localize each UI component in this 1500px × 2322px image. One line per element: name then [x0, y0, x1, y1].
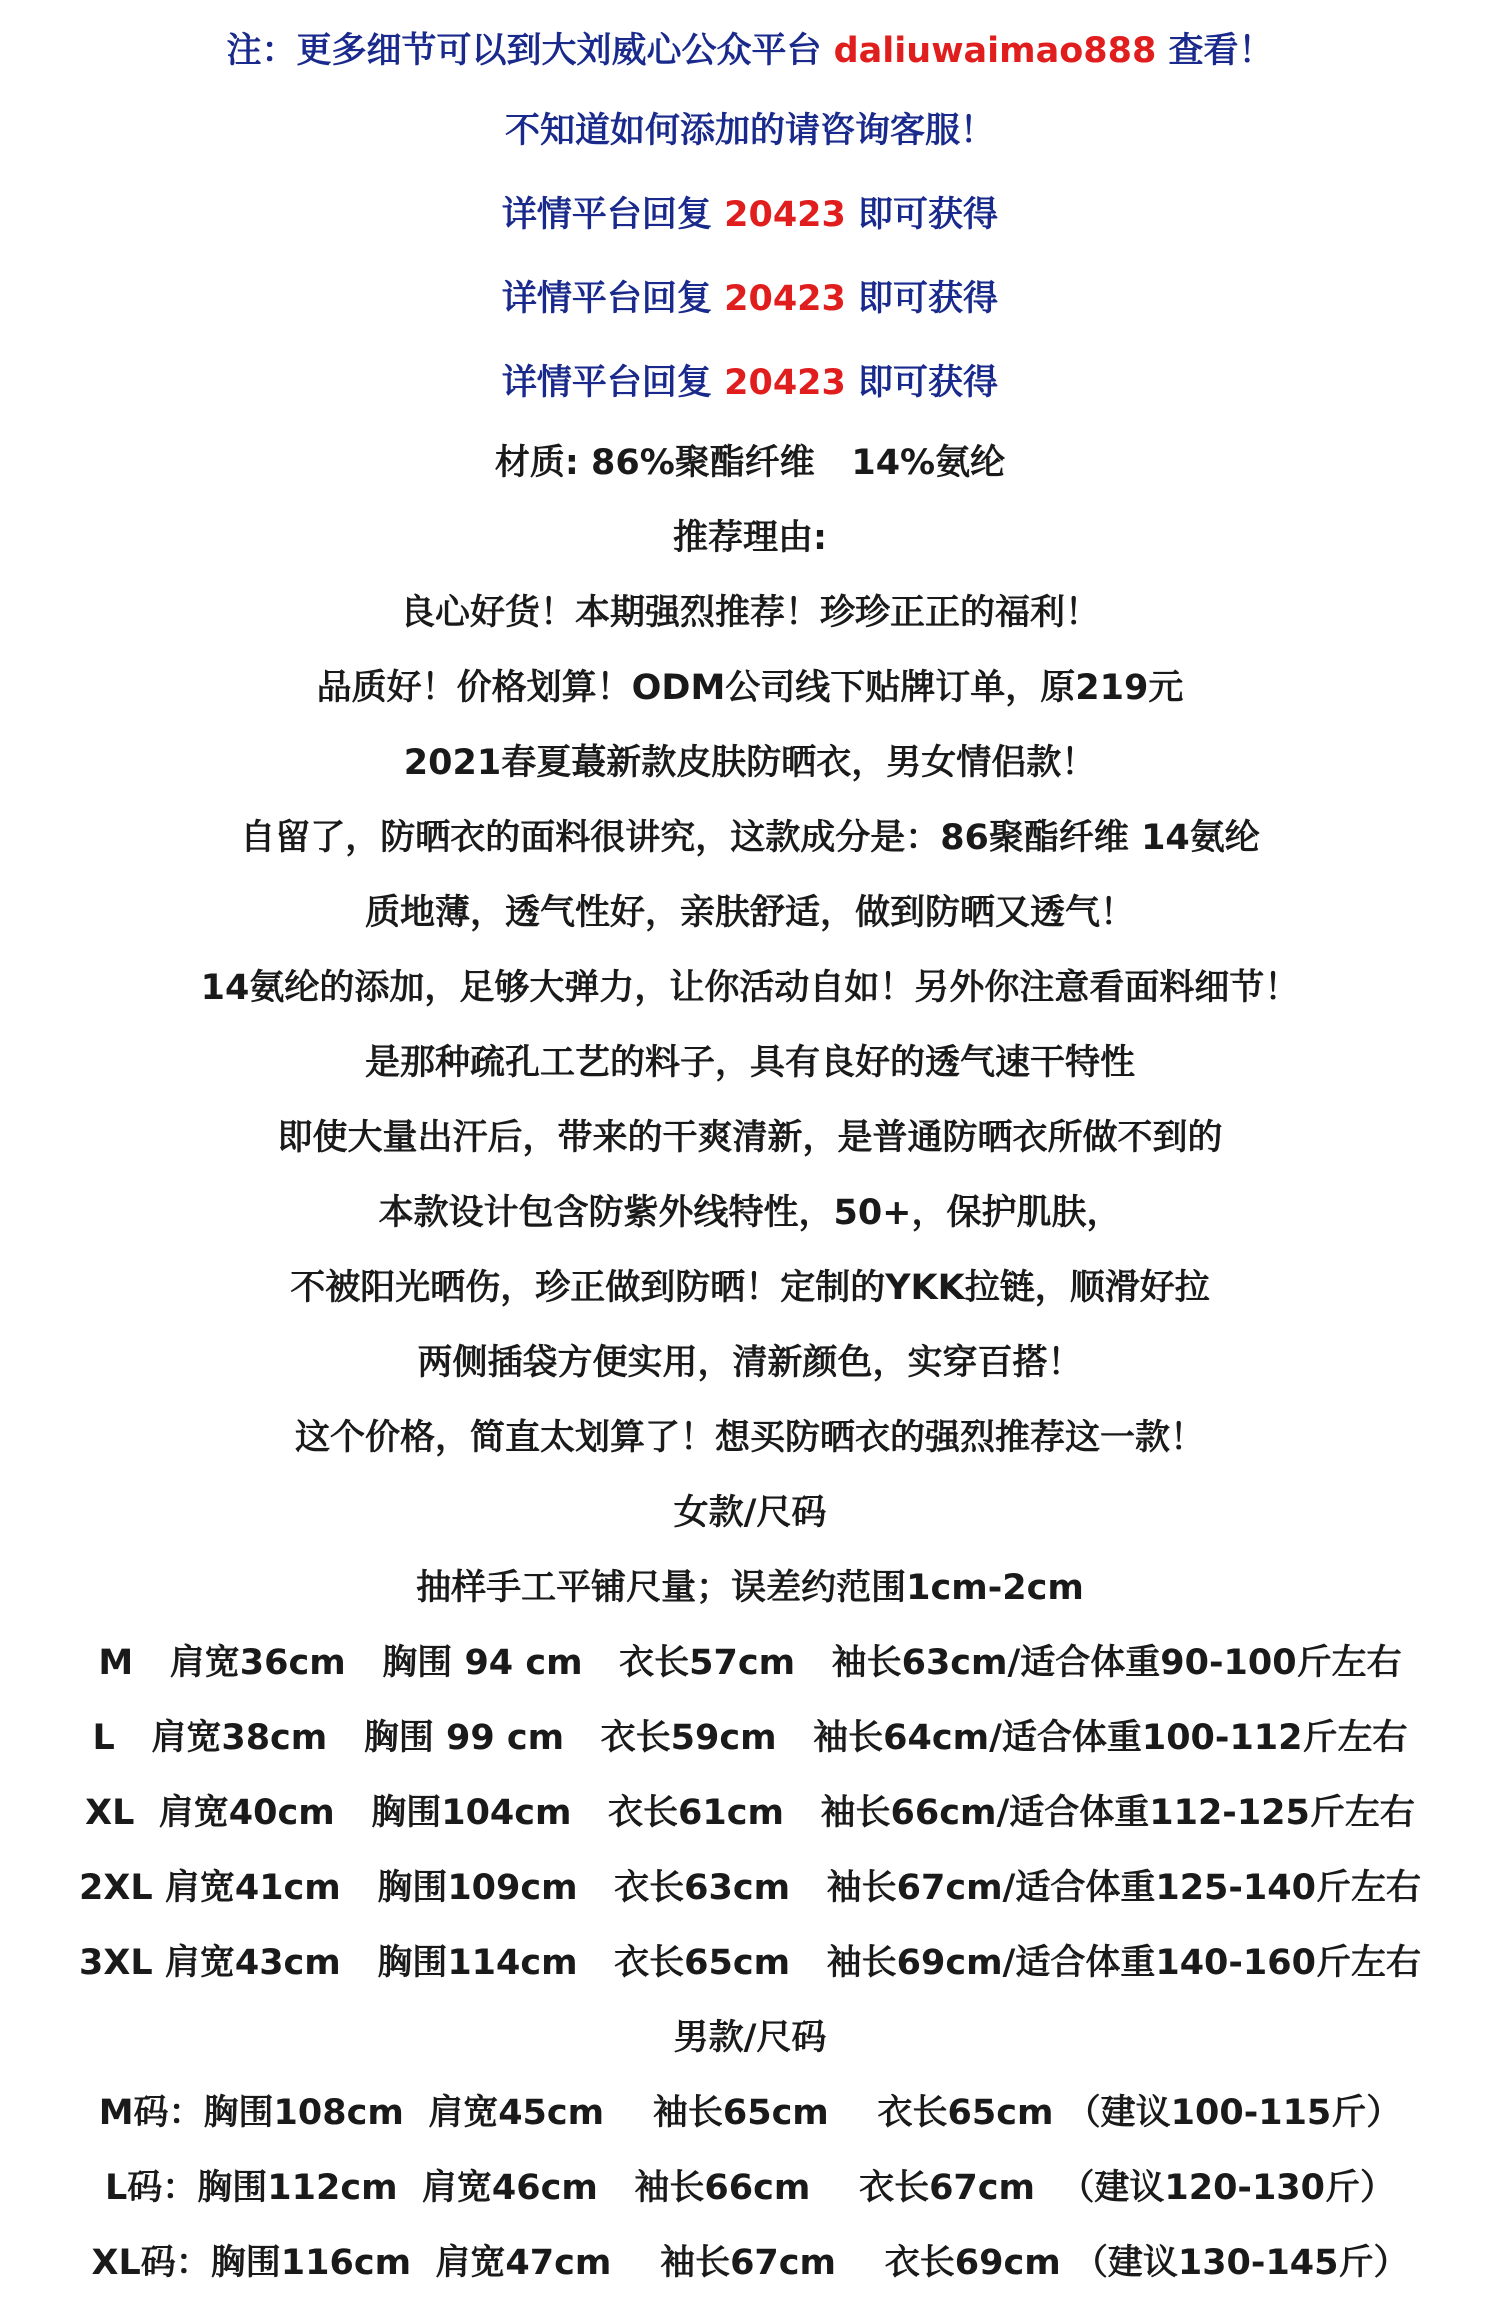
reply-code: 20423	[724, 363, 846, 403]
reason-line: 质地薄，透气性好，亲肤舒适，做到防晒又透气！	[364, 893, 1135, 933]
reason-line: 品质好！价格划算！ODM公司线下贴牌订单，原219元	[316, 668, 1184, 708]
reason-line: 即使大量出汗后，带来的干爽清新，是普通防晒衣所做不到的	[277, 1118, 1223, 1158]
notice-suffix: 查看！	[1156, 31, 1274, 71]
reason-line: 14氨纶的添加，足够大弹力，让你活动自如！另外你注意看面料细节！	[200, 968, 1300, 1008]
material-line: 材质: 86%聚酯纤维 14%氨纶	[494, 443, 1006, 483]
reply-line-2	[0, 274, 1500, 324]
reason-line: 本款设计包含防紫外线特性，50+，保护肌肤，	[378, 1193, 1122, 1233]
men-size-row: L码：胸围112cm 肩宽46cm 袖长66cm 衣长67cm （建议120-130斤）	[104, 2168, 1396, 2208]
reply-line-1	[0, 190, 1500, 240]
women-size-row: 2XL 肩宽41cm 胸围109cm 衣长63cm 袖长67cm/适合体重125-140斤左右	[79, 1868, 1421, 1908]
women-size-row: L 肩宽38cm 胸围 99 cm 衣长59cm 袖长64cm/适合体重100-112斤左右	[92, 1718, 1408, 1758]
reply-suffix: 即可获得	[845, 279, 999, 319]
reply-line-3	[0, 358, 1500, 408]
notice-prefix: 注：更多细节可以到大刘威心公众平台	[226, 31, 834, 71]
women-size-row: XL 肩宽40cm 胸围104cm 衣长61cm 袖长66cm/适合体重112-125斤左右	[85, 1793, 1415, 1833]
reply-code: 20423	[724, 195, 846, 235]
reply-prefix: 详情平台回复	[501, 363, 725, 403]
men-size-heading: 男款/尺码	[673, 2018, 827, 2058]
reply-prefix: 详情平台回复	[501, 195, 725, 235]
women-size-row: 3XL 肩宽43cm 胸围114cm 衣长65cm 袖长69cm/适合体重140-160斤左右	[79, 1943, 1421, 1983]
reply-prefix: 详情平台回复	[501, 279, 725, 319]
men-size-row: M码：胸围108cm 肩宽45cm 袖长65cm 衣长65cm （建议100-115斤）	[98, 2093, 1402, 2133]
women-size-heading: 女款/尺码	[673, 1493, 827, 1533]
reason-line: 这个价格，简直太划算了！想买防晒衣的强烈推荐这一款！	[294, 1418, 1205, 1458]
reason-line: 自留了，防晒衣的面料很讲究，这款成分是：86聚酯纤维 14氨纶	[240, 818, 1260, 858]
reason-line: 两侧插袋方便实用，清新颜色，实穿百搭！	[417, 1343, 1083, 1383]
reply-suffix: 即可获得	[845, 363, 999, 403]
reply-suffix: 即可获得	[845, 195, 999, 235]
notice-line-account	[0, 26, 1500, 76]
women-size-note: 抽样手工平铺尺量；误差约范围1cm-2cm	[416, 1568, 1084, 1608]
reasons-heading: 推荐理由:	[673, 518, 827, 558]
reason-line: 是那种疏孔工艺的料子，具有良好的透气速干特性	[364, 1043, 1135, 1083]
reason-line: 良心好货！本期强烈推荐！珍珍正正的福利！	[399, 593, 1100, 633]
men-size-row: XL码：胸围116cm 肩宽47cm 袖长67cm 衣长69cm （建议130-145斤）	[91, 2243, 1409, 2283]
wechat-account: daliuwaimao888	[833, 31, 1157, 71]
reply-code: 20423	[724, 279, 846, 319]
women-size-row: M 肩宽36cm 胸围 94 cm 衣长57cm 袖长63cm/适合体重90-100斤左右	[98, 1643, 1402, 1683]
notice-line-support: 不知道如何添加的请咨询客服！	[504, 111, 995, 151]
reason-line: 不被阳光晒伤，珍正做到防晒！定制的YKK拉链，顺滑好拉	[290, 1268, 1210, 1308]
reason-line: 2021春夏蕞新款皮肤防晒衣，男女情侣款！	[403, 743, 1097, 783]
